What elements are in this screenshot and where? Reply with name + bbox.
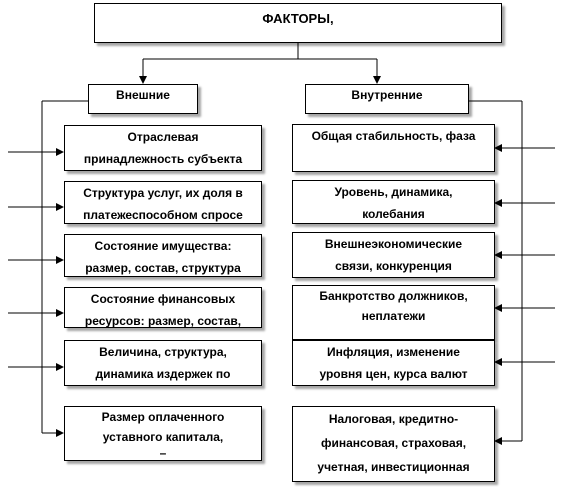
external-factor-1: Отраслевая принадлежность субъекта bbox=[64, 125, 262, 171]
title-text: ФАКТОРЫ, bbox=[262, 11, 334, 26]
external-factor-4: Состояние финансовых ресурсов: размер, состав, bbox=[64, 287, 262, 328]
external-factor-3: Состояние имущества: размер, состав, структура bbox=[64, 234, 262, 277]
internal-factor-6: Налоговая, кредитно- финансовая, страховая, учетная, инвестиционная bbox=[292, 406, 495, 482]
internal-header bbox=[305, 84, 469, 114]
internal-factor-1: Общая стабильность, фаза bbox=[292, 124, 495, 172]
external-header-text: Внешние bbox=[116, 88, 170, 102]
external-header bbox=[88, 84, 198, 114]
internal-factor-5: Инфляция, изменение уровня цен, курса валют bbox=[292, 340, 495, 386]
external-factor-5: Величина, структура, динамика издержек по bbox=[64, 340, 262, 386]
title-box bbox=[94, 3, 502, 43]
external-factor-6: Размер оплаченного уставного капитала, – bbox=[64, 406, 262, 461]
internal-factor-4: Банкротство должников, неплатежи bbox=[292, 285, 495, 340]
internal-header-text: Внутренние bbox=[351, 88, 423, 102]
external-factor-2: Структура услуг, их доля в платежеспособном спросе bbox=[64, 181, 262, 224]
internal-factor-3: Внешнеэкономические связи, конкуренция bbox=[292, 232, 495, 278]
internal-factor-2: Уровень, динамика, колебания bbox=[292, 180, 495, 224]
